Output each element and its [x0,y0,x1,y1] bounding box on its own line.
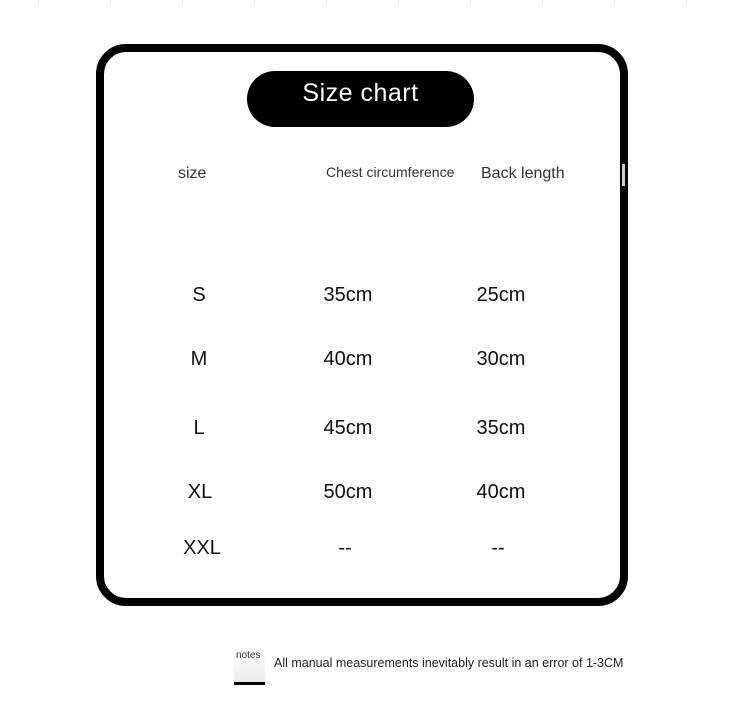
header-chest-circumference: Chest circumference [326,164,455,180]
tick-mark [182,0,183,5]
measurement-note: All manual measurements inevitably result in an error of 1-3CM [274,656,624,670]
tick-mark [614,0,615,5]
chest-cell: 45cm [323,417,373,439]
tick-mark [398,0,399,5]
table-row [0,413,756,443]
size-cell: XXL [183,537,221,559]
chest-cell: 35cm [323,284,373,306]
tick-mark [470,0,471,5]
chest-cell: 40cm [323,348,373,370]
tick-mark [254,0,255,5]
side-mark [622,164,625,186]
back-length-cell: 35cm [476,417,526,439]
size-cell: XL [187,481,213,503]
back-length-cell: 25cm [476,284,526,306]
table-row [0,280,756,310]
tick-mark [686,0,687,5]
size-cell: S [192,284,206,306]
header-back-length: Back length [481,165,565,182]
tick-mark [542,0,543,5]
tick-mark [38,0,39,5]
chest-cell: -- [338,537,352,559]
header-size: size [178,165,207,182]
table-row [0,344,756,374]
table-row [0,477,756,507]
back-length-cell: -- [491,537,505,559]
back-length-cell: 40cm [476,481,526,503]
size-cell: M [190,348,208,370]
tick-mark [110,0,111,5]
back-length-cell: 30cm [476,348,526,370]
table-row [0,533,756,563]
size-cell: L [193,417,205,439]
size-chart-card [96,44,628,606]
size-chart-title: Size chart [247,71,474,127]
tick-mark [326,0,327,5]
chest-cell: 50cm [323,481,373,503]
notes-label: notes [236,650,261,661]
top-tick-marks [0,0,756,6]
